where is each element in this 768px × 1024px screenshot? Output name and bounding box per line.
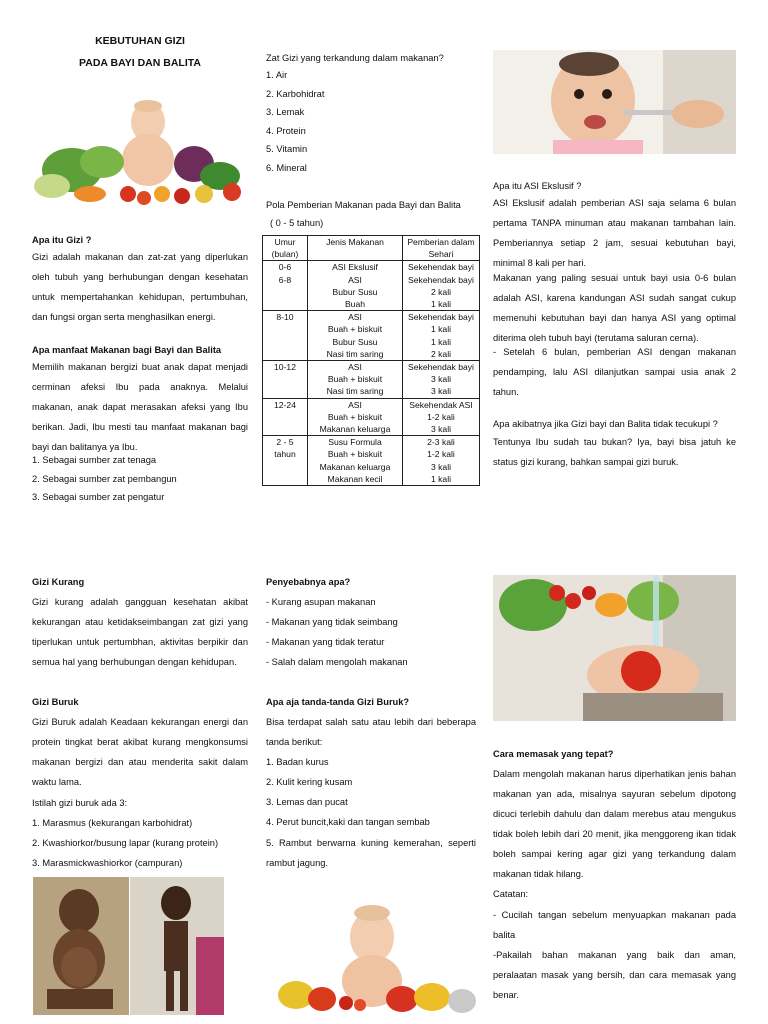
list-item: 4. Perut buncit,kaki dan tangan sembab	[266, 817, 430, 827]
baby-vegetables-photo	[32, 90, 248, 212]
table-cell-jenis	[308, 261, 403, 311]
cell-line: 0-6	[278, 262, 292, 273]
paragraph-makanan-bayi: Makanan yang paling sesuai untuk bayi usia 0-6 bulan adalah ASI, karena kandungan ASI sudah sangat cukup memenuhi kebutuhan bayi dan hanya ASI yang optimal diterima oleh tubuh bayi (terutama saluran cerna).	[493, 273, 736, 343]
cell-line: 3 kali	[430, 461, 452, 472]
header-pemberian: Pemberian dalam Sehari	[403, 236, 480, 261]
list-item: 6. Mineral	[266, 162, 307, 173]
table-cell-beri	[403, 361, 480, 399]
question-zat-gizi: Zat Gizi yang terkandung dalam makanan?	[266, 53, 444, 63]
table-row	[263, 261, 480, 311]
cell-line: 12-24	[274, 399, 296, 410]
table-cell-beri	[403, 436, 480, 486]
table-cell-jenis	[308, 398, 403, 436]
list-penyebab	[266, 592, 476, 672]
table-cell-beri	[403, 311, 480, 361]
table-subtitle: ( 0 - 5 tahun)	[270, 218, 324, 228]
paragraph-tanda-rambut: 5. Rambut berwarna kuning kemerahan, seperti rambut jagung.	[266, 838, 476, 868]
baby-fruits-illustration	[266, 895, 482, 1015]
cell-line: 8-10	[276, 312, 294, 323]
cell-line: Buah + biskuit	[327, 324, 383, 335]
cell-line: Makanan kecil	[327, 473, 383, 484]
question-cara-memasak: Cara memasak yang tepat?	[493, 749, 614, 759]
header-umur: Umur (bulan)	[263, 236, 308, 261]
list-istilah-gizi-buruk	[32, 813, 248, 873]
list-item: 4. Protein	[266, 125, 306, 136]
list-item: 1. Marasmus (kekurangan karbohidrat)	[32, 818, 193, 828]
paragraph-cuci-tangan: - Cucilah tangan sebelum menyuapkan makanan pada balita	[493, 910, 736, 940]
table-cell-beri	[403, 261, 480, 311]
cell-line: 1-2 kali	[427, 449, 455, 460]
cell-line: ASI	[348, 274, 362, 285]
baby-eating-photo	[493, 50, 736, 154]
list-item: - Kurang asupan makanan	[266, 597, 376, 607]
cell-line: Sekehendak bayi	[408, 362, 474, 373]
cell-line: Sekehendak ASI	[409, 399, 473, 410]
table-cell-umur	[263, 311, 308, 361]
cell-line: Buah	[344, 299, 366, 310]
list-item: 1. Air	[266, 70, 288, 80]
table-cell-umur	[263, 436, 308, 486]
cell-line: Makanan keluarga	[319, 461, 391, 472]
table-cell-umur	[263, 261, 308, 311]
cell-line: Susu Formula	[328, 437, 382, 448]
cell-line: 2 kali	[430, 348, 452, 359]
cell-line: 1 kali	[430, 336, 452, 347]
paragraph-gizi-buruk: Gizi Buruk adalah Keadaan kekurangan energi dan protein tingkat berat akibat kurang mengkonsumsi makanan bergizi dan atau menderita sakit dalam waktu lama.	[32, 717, 248, 787]
cell-line: Sekehendak bayi	[408, 274, 474, 285]
header-jenis: Jenis Makanan	[308, 236, 403, 261]
cell-line: 2 kali	[430, 286, 452, 297]
title-line-1: KEBUTUHAN GIZI	[95, 35, 185, 47]
question-penyebab: Penyebabnya apa?	[266, 577, 351, 587]
paragraph-definisi-gizi: Gizi adalah makanan dan zat-zat yang diperlukan oleh tubuh yang berhubungan dengan kesehatan untuk mempertahankan kehidupan, pertumbuhan, dan fungsi organ serta menghasilkan energi.	[32, 252, 248, 322]
list-item: 2. Kwashiorkor/busung lapar (kurang protein)	[32, 838, 219, 848]
cell-line: tahun	[274, 449, 296, 460]
paragraph-manfaat-makanan: Memilih makanan bergizi buat anak dapat menjadi cerminan afeksi Ibu pada anaknya. Melalui makanan, anak dapat merasakan afeksi yang Ibu berikan. Jadi, Ibu mesti tau manfaat makanan bagi bayi dan balitanya ya Ibu.	[32, 362, 248, 452]
cell-line: 10-12	[274, 362, 296, 373]
question-manfaat-makanan: Apa manfaat Makanan bagi Bayi dan Balita	[32, 345, 222, 355]
list-item: 3. Lemak	[266, 107, 305, 117]
cell-line: Buah + biskuit	[327, 411, 383, 422]
cell-line: Bubur Susu	[332, 336, 378, 347]
child-illustration-2	[130, 877, 224, 1015]
paragraph-setelah-6-bulan: - Setelah 6 bulan, pemberian ASI dengan makanan pendamping, lalu ASI dilanjutkan sampai usia anak 2 tahun.	[493, 347, 736, 397]
list-item: 3. Lemas dan pucat	[266, 797, 348, 807]
table-cell-jenis	[308, 311, 403, 361]
catatan-label: Catatan:	[493, 889, 529, 899]
table-cell-umur	[263, 398, 308, 436]
cell-line: Sekehendak bayi	[408, 262, 474, 273]
cell-line: 1-2 kali	[427, 411, 455, 422]
cell-line: Makanan keluarga	[319, 424, 391, 435]
cell-line: 2 - 5	[276, 437, 294, 448]
list-item: 3. Sebagai sumber zat pengatur	[32, 492, 165, 502]
cell-line: Buah + biskuit	[327, 449, 383, 460]
table-cell-umur	[263, 361, 308, 399]
paragraph-bahan-makanan: -Pakailah bahan makanan yang baik dan aman, peralaatan masak yang bersih, dan cara memasak yang benar.	[493, 950, 736, 1000]
list-manfaat	[32, 451, 248, 507]
table-row	[263, 398, 480, 436]
heading-gizi-kurang: Gizi Kurang	[32, 577, 85, 587]
paragraph-cara-memasak: Dalam mengolah makanan harus diperhatikan jenis bahan makanan yan ada, misalnya sayuran sebelum dipotong dicuci terlebih dahulu dan dalam merebus atau mengukus tidak boleh lebih dari 20 menit, jika menggoreng ikan tidak boleh sampai kering agar gizi yang terkandung dalam makanan tidak hilang.	[493, 769, 736, 879]
title-line-2: PADA BAYI DAN BALITA	[79, 57, 201, 69]
table-header-row	[263, 236, 480, 261]
feeding-pattern-table	[262, 235, 480, 486]
cell-line: 3 kali	[430, 386, 452, 397]
cell-line: ASI	[348, 312, 362, 323]
baby-fruits-photo	[266, 895, 482, 1015]
list-item: 1. Badan kurus	[266, 757, 329, 767]
baby-vegetables-illustration	[32, 90, 248, 212]
paragraph-gizi-kurang: Gizi kurang adalah gangguan kesehatan akibat kekurangan atau ketidakseimbangan zat gizi yang tiperlukan untuk pertumbhan, aktivitas berpikir dan semua hal yang berhubungan dengan kehidupan.	[32, 597, 248, 667]
washing-vegetables-photo	[493, 575, 736, 721]
cell-line: 1 kali	[430, 473, 452, 484]
table-row	[263, 436, 480, 486]
paragraph-status-gizi: Tentunya Ibu sudah tau bukan? Iya, bayi bisa jatuh ke status gizi kurang, bahkan sampai gizi buruk.	[493, 437, 736, 467]
table-cell-jenis	[308, 361, 403, 399]
cell-line: ASI	[348, 399, 362, 410]
table-cell-jenis	[308, 436, 403, 486]
list-item: 1. Sebagai sumber zat tenaga	[32, 455, 157, 465]
cell-line: 3 kali	[430, 374, 452, 385]
cell-line: 3 kali	[430, 424, 452, 435]
list-item: 2. Karbohidrat	[266, 88, 325, 99]
table-cell-beri	[403, 398, 480, 436]
list-item: - Makanan yang tidak teratur	[266, 637, 385, 647]
cell-line: ASI	[348, 362, 362, 373]
cell-line: Bubur Susu	[332, 286, 378, 297]
heading-gizi-buruk: Gizi Buruk	[32, 697, 79, 707]
cell-line: 6-8	[278, 274, 292, 285]
malnourished-child-photo-2	[130, 877, 224, 1015]
cell-line: 2-3 kali	[427, 437, 455, 448]
cell-line: Buah + biskuit	[327, 374, 383, 385]
list-item: - Salah dalam mengolah makanan	[266, 657, 408, 667]
table-row	[263, 311, 480, 361]
cell-line: Nasi tim saring	[326, 386, 384, 397]
baby-eating-illustration	[493, 50, 736, 154]
cell-line: Nasi tim saring	[326, 348, 384, 359]
washing-vegetables-illustration	[493, 575, 736, 721]
list-item: 2. Sebagai sumber zat pembangun	[32, 473, 177, 484]
list-zat-gizi	[266, 66, 466, 177]
cell-line: 1 kali	[430, 299, 452, 310]
question-tanda-gizi-buruk: Apa aja tanda-tanda Gizi Buruk?	[266, 697, 410, 707]
paragraph-tanda-intro: Bisa terdapat salah satu atau lebih dari beberapa tanda berikut:	[266, 717, 476, 747]
list-item: 5. Vitamin	[266, 144, 308, 154]
list-tanda-gizi-buruk	[266, 752, 476, 832]
malnourished-child-photo-1	[33, 877, 129, 1015]
list-item: 3. Marasmickwashiorkor (campuran)	[32, 858, 183, 868]
table-row	[263, 361, 480, 399]
question-apa-itu-gizi: Apa itu Gizi ?	[32, 235, 92, 245]
list-item: - Makanan yang tidak seimbang	[266, 617, 398, 627]
table-title: Pola Pemberian Makanan pada Bayi dan Balita	[266, 200, 461, 210]
child-illustration-1	[33, 877, 129, 1015]
paragraph-asi-ekslusif: ASI Ekslusif adalah pemberian ASI saja selama 6 bulan pertama TANPA minuman atau makanan tambahan lain. Pemberiannya setiap 2 jam, sesuai kebutuhan bayi, minimal 8 kali per hari.	[493, 198, 736, 268]
cell-line: Sekehendak bayi	[408, 312, 474, 323]
istilah-gizi-buruk: Istilah gizi buruk ada 3:	[32, 798, 128, 808]
cell-line: 1 kali	[430, 324, 452, 335]
question-asi-ekslusif: Apa itu ASI Ekslusif ?	[493, 181, 582, 191]
question-akibat-gizi: Apa akibatnya jika Gizi bayi dan Balita tidak tecukupi ?	[493, 419, 718, 429]
cell-line: ASI Ekslusif	[332, 262, 378, 273]
list-item: 2. Kulit kering kusam	[266, 777, 353, 787]
